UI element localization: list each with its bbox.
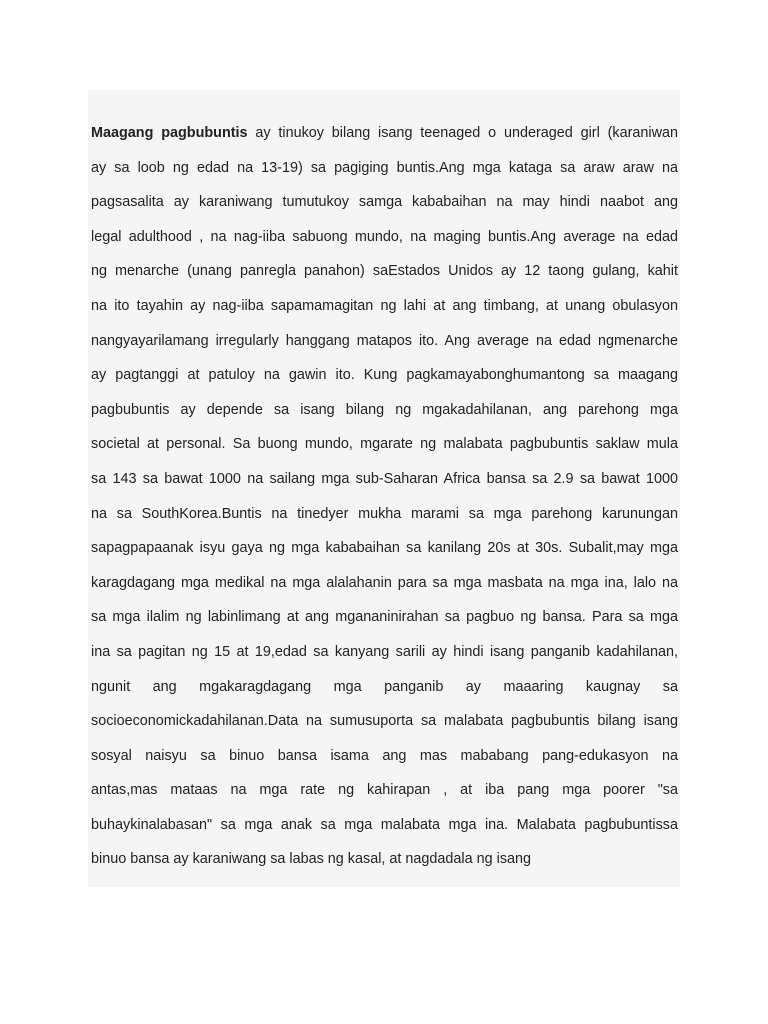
text-line-5: ng menarche (unang panregla panahon) saEstados Unidos ay 12 taong gulang, kahit bbox=[91, 263, 678, 280]
text-line-17: ngunit ang mgakaragdagang mga panganib ay maaaring kaugnay sa bbox=[91, 678, 678, 695]
text-line-9: pagbubuntis ay depende sa isang bilang ng mgakadahilanan, ang parehong mga bbox=[91, 401, 678, 418]
text-line-20: antas,mas mataas na mga rate ng kahirapan , at iba pang mga poorer "sa bbox=[91, 782, 678, 799]
lead-term: Maagang pagbubuntis bbox=[91, 125, 248, 141]
text-line-15: sa mga ilalim ng labinlimang at ang mgananinirahan sa pagbuo ng bansa. Para sa mga bbox=[91, 609, 678, 626]
text-line-13: sapagpapaanak isyu gaya ng mga kababaihan sa kanilang 20s at 30s. Subalit,may mga bbox=[91, 540, 678, 557]
text-line-12: na sa SouthKorea.Buntis na tinedyer mukha marami sa mga parehong karunungan bbox=[91, 505, 678, 522]
text-line-21: buhaykinalabasan" sa mga anak sa mga malabata mga ina. Malabata pagbubuntissa bbox=[91, 816, 678, 833]
text-line-10: societal at personal. Sa buong mundo, mgarate ng malabata pagbubuntis saklaw mula bbox=[91, 436, 678, 453]
text-line-16: ina sa pagitan ng 15 at 19,edad sa kanyang sarili ay hindi isang panganib kadahilanan, bbox=[91, 643, 678, 660]
text-line-14: karagdagang mga medikal na mga alalahanin para sa mga masbata na mga ina, lalo na bbox=[91, 574, 678, 591]
text-line-1-body: ay tinukoy bilang isang teenaged o underaged girl (karaniwan bbox=[247, 125, 678, 141]
text-line-6: na ito tayahin ay nag-iiba sapamamagitan ng lahi at ang timbang, at unang obulasyon bbox=[91, 297, 678, 314]
text-line-3: pagsasalita ay karaniwang tumutukoy samga kababaihan na may hindi naabot ang bbox=[91, 194, 678, 211]
text-line-11: sa 143 sa bawat 1000 na sailang mga sub-Saharan Africa bansa sa 2.9 sa bawat 1000 bbox=[91, 470, 678, 487]
text-line-4: legal adulthood , na nag-iiba sabuong mundo, na maging buntis.Ang average na edad bbox=[91, 228, 678, 245]
text-block bbox=[88, 90, 680, 887]
text-line-8: ay pagtanggi at patuloy na gawin ito. Kung pagkamayabonghumantong sa maagang bbox=[91, 367, 678, 384]
text-line-18: socioeconomickadahilanan.Data na sumusuporta sa malabata pagbubuntis bilang isang bbox=[91, 713, 678, 730]
text-line-19: sosyal naisyu sa binuo bansa isama ang mas mababang pang-edukasyon na bbox=[91, 747, 678, 764]
text-line-1 bbox=[91, 116, 678, 151]
text-line-7: nangyayarilamang irregularly hanggang matapos ito. Ang average na edad ngmenarche bbox=[91, 332, 678, 349]
text-line-2: ay sa loob ng edad na 13-19) sa pagiging buntis.Ang mga kataga sa araw araw na bbox=[91, 159, 678, 176]
text-line-22: binuo bansa ay karaniwang sa labas ng kasal, at nagdadala ng isang bbox=[91, 851, 532, 868]
